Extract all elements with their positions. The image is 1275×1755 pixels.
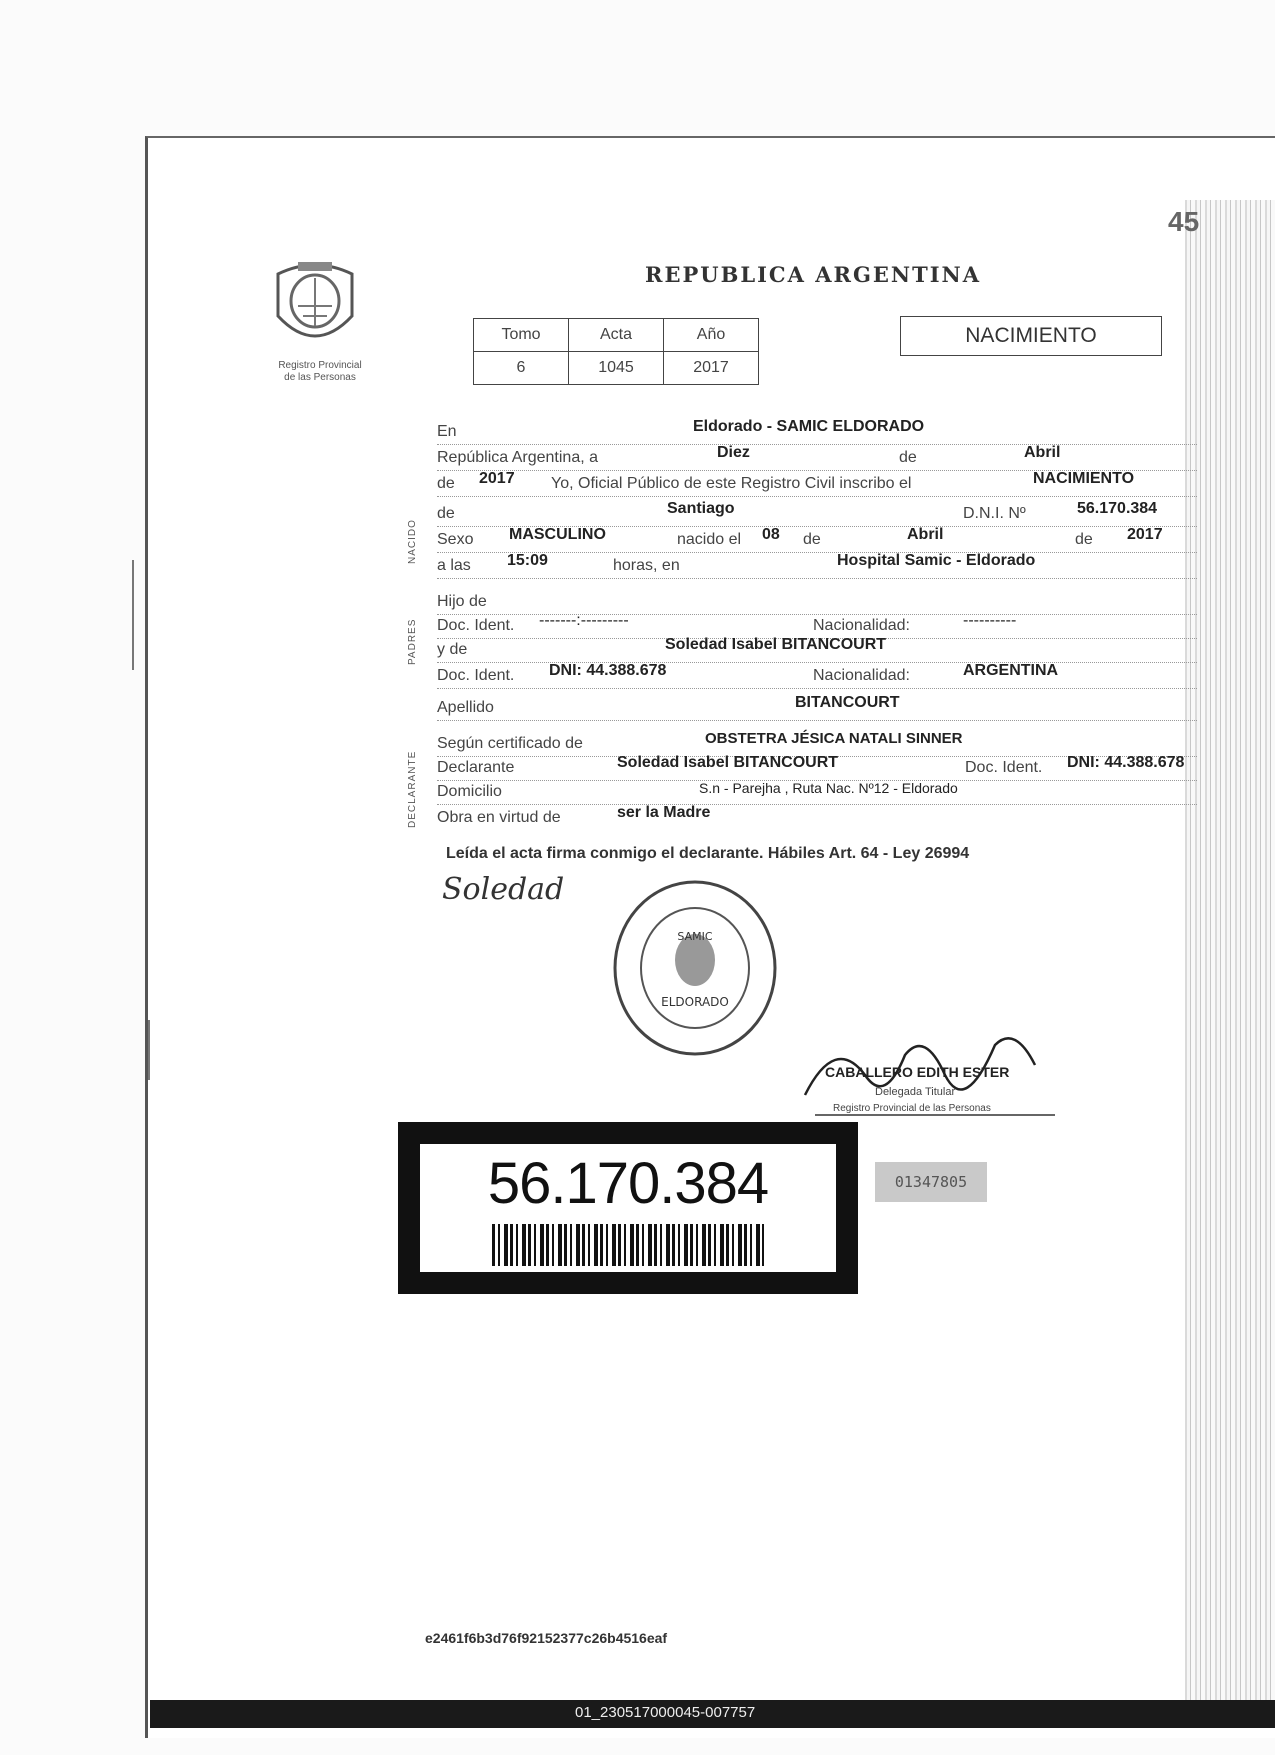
- value-certificado: OBSTETRA JÉSICA NATALI SINNER: [705, 730, 963, 747]
- row-en: [437, 420, 1197, 445]
- declarant-signature: Soledad: [442, 872, 565, 907]
- row-domicilio: [437, 780, 1197, 805]
- value-madre: Soledad Isabel BITANCOURT: [665, 636, 887, 653]
- label-nacionalidad2: Nacionalidad:: [813, 667, 910, 684]
- province-crest-icon: [268, 256, 362, 356]
- value-dia: Diez: [717, 444, 750, 461]
- row-hora: [437, 554, 1197, 579]
- value-nacido-mes: Abril: [907, 526, 944, 543]
- scan-artifact: [1185, 200, 1275, 1700]
- label-horas: horas, en: [613, 557, 680, 574]
- value-domicilio: S.n - Parejha , Ruta Nac. Nº12 - Eldorado: [699, 780, 958, 796]
- value-tipo: NACIMIENTO: [1033, 470, 1135, 487]
- barcode-label: [398, 1122, 858, 1294]
- crest-caption-line1: Registro Provincial: [278, 360, 362, 371]
- label-de2: de: [437, 475, 455, 492]
- label-de5: de: [1075, 531, 1093, 548]
- barcode-number: 56.170.384: [487, 1151, 769, 1216]
- value-decl-doc: DNI: 44.388.678: [1067, 754, 1185, 771]
- row-apellido: [437, 696, 1197, 721]
- label-sexo: Sexo: [437, 531, 474, 548]
- row-declarante: [437, 756, 1197, 781]
- barcode-bars: [492, 1224, 764, 1266]
- label-oficial: Yo, Oficial Público de este Registro Civil inscribo el: [551, 475, 912, 492]
- row-obra: [437, 806, 1197, 830]
- page-number: 45: [1168, 206, 1200, 237]
- label-docident1: Doc. Ident.: [437, 617, 515, 634]
- label-nacido: nacido el: [677, 531, 742, 548]
- value-nacionalidad1: ----------: [963, 612, 1017, 629]
- value-declarante: Soledad Isabel BITANCOURT: [617, 754, 839, 771]
- value-sexo: MASCULINO: [509, 526, 606, 543]
- scan-edge-mark: [132, 560, 134, 670]
- label-republica: República Argentina, a: [437, 449, 598, 466]
- value-nombre: Santiago: [667, 500, 735, 517]
- side-label-padres: PADRES: [407, 618, 418, 665]
- label-declarante: Declarante: [437, 759, 515, 776]
- label-docident2: Doc. Ident.: [437, 667, 515, 684]
- label-yde: y de: [437, 641, 468, 658]
- barcode-inner: [420, 1144, 836, 1272]
- svg-text:CABALLERO EDITH ESTER: CABALLERO EDITH ESTER: [825, 1064, 1010, 1080]
- header-acta: Acta: [569, 319, 664, 352]
- label-domicilio: Domicilio: [437, 783, 502, 800]
- row-madre: [437, 638, 1197, 663]
- value-obra: ser la Madre: [617, 804, 711, 821]
- label-de: de: [899, 449, 917, 466]
- label-de3: de: [437, 505, 455, 522]
- row-nombre: [437, 502, 1197, 527]
- svg-text:Delegada Titular: Delegada Titular: [875, 1086, 956, 1098]
- value-nacionalidad2: ARGENTINA: [963, 662, 1059, 679]
- value-nacido-dia: 08: [762, 526, 780, 543]
- crest-caption: [250, 360, 390, 384]
- value-anio: 2017: [479, 470, 515, 487]
- value-en: Eldorado - SAMIC ELDORADO: [693, 418, 925, 435]
- footer-bar: [150, 1700, 1275, 1728]
- label-obra: Obra en virtud de: [437, 809, 561, 826]
- registry-seal-icon: [610, 878, 780, 1058]
- stamp-number: 01347805: [875, 1162, 987, 1202]
- value-tomo: 6: [474, 352, 569, 385]
- value-acta: 1045: [569, 352, 664, 385]
- label-apellido: Apellido: [437, 699, 494, 716]
- header-anio: Año: [664, 319, 759, 352]
- side-label-nacido: NACIDO: [407, 519, 418, 564]
- label-dni: D.N.I. Nº: [963, 505, 1026, 522]
- label-hijo: Hijo de: [437, 593, 487, 610]
- row-anio: [437, 472, 1197, 497]
- value-apellido: BITANCOURT: [795, 694, 900, 711]
- label-certificado: Según certificado de: [437, 735, 583, 752]
- value-hora: 15:09: [507, 552, 548, 569]
- label-decl-doc: Doc. Ident.: [965, 759, 1043, 776]
- label-alas: a las: [437, 557, 471, 574]
- record-table: [473, 318, 759, 385]
- side-label-declarante: DECLARANTE: [407, 750, 418, 828]
- value-docident1: -------:---------: [539, 612, 629, 629]
- value-dni: 56.170.384: [1077, 500, 1158, 517]
- row-sexo: [437, 528, 1197, 553]
- label-nacionalidad1: Nacionalidad:: [813, 617, 910, 634]
- official-signature-stamp: [795, 1025, 1075, 1125]
- record-type-box: NACIMIENTO: [900, 316, 1162, 356]
- value-anio: 2017: [664, 352, 759, 385]
- record-table-values: [474, 352, 759, 385]
- header-tomo: Tomo: [474, 319, 569, 352]
- svg-text:Registro Provincial de las Per: Registro Provincial de las Personas: [833, 1103, 991, 1114]
- label-de4: de: [803, 531, 821, 548]
- svg-text:ELDORADO: ELDORADO: [661, 995, 729, 1009]
- row-republica: [437, 446, 1197, 471]
- footer-id: 01_230517000045-007757: [575, 1704, 756, 1721]
- crest-caption-line2: de las Personas: [284, 372, 356, 383]
- row-docident2: [437, 664, 1197, 689]
- label-en: En: [437, 423, 457, 440]
- document-hash: e2461f6b3d76f92152377c26b4516eaf: [425, 1630, 668, 1646]
- value-lugar: Hospital Samic - Eldorado: [837, 552, 1036, 569]
- scan-edge-mark: [148, 1020, 150, 1080]
- value-nacido-anio: 2017: [1127, 526, 1163, 543]
- document-title: REPUBLICA ARGENTINA: [645, 262, 982, 287]
- closing-text: Leída el acta firma conmigo el declarante. Hábiles Art. 64 - Ley 26994: [446, 845, 970, 862]
- record-table-header: [474, 319, 759, 352]
- value-docident2: DNI: 44.388.678: [549, 662, 667, 679]
- value-mes: Abril: [1024, 444, 1061, 461]
- svg-text:SAMIC: SAMIC: [677, 930, 713, 943]
